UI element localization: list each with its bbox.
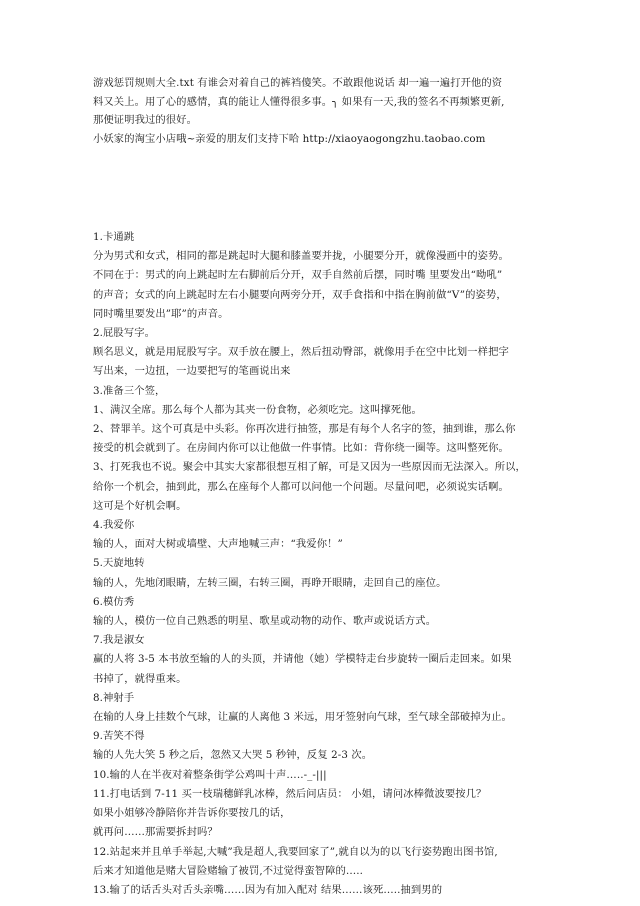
- text-line: 7.我是淑女: [93, 634, 145, 647]
- text-line: 如果小姐够冷静陪你并告诉你要按几的话，: [93, 807, 291, 820]
- text-line: 赢的人将 3-5 本书放至输的人的头顶，并请他（她）学模特走台步旋转一圈后走回来。如果: [93, 653, 512, 666]
- text-line: 8.神射手: [93, 691, 135, 704]
- text-line: 接受的机会就到了。在房间内你可以让他做一件事情。比如：背你绕一圈等。这叫整死你。: [93, 442, 509, 455]
- text-line: 2、替罪羊。这个可真是中头彩。你再次进行抽签，那是有每个人名字的签，抽到谁，那么你: [93, 423, 516, 436]
- text-line: 5.天旋地转: [93, 557, 145, 570]
- text-line: 4.我爱你: [93, 519, 135, 532]
- intro-line: 游戏惩罚规则大全.txt 有谁会对着自己的裤裆傻笑。不敢跟他说话 却一遍一遍打开他的资: [93, 77, 503, 89]
- intro-line: 那便证明我过的很好。: [93, 114, 197, 127]
- text-line: 1、满汉全席。那么每个人都为其夹一份食物，必须吃完。这叫撑死他。: [93, 403, 422, 416]
- text-line: 10.输的人在半夜对着整条街学公鸡叫十声…..-_-|||: [93, 768, 327, 781]
- text-line: 输的人，面对大树或墙壁、大声地喊三声：“我爱你！”: [93, 538, 343, 551]
- intro-line: 小妖家的淘宝小店哦~亲爱的朋友们支持下哈 http://xiaoyaogongzhu.taobao.com: [93, 132, 486, 145]
- rules-list: [93, 228, 551, 900]
- text-line: 3、打死我也不说。聚会中其实大家都很想互相了解，可是又因为一些原因而无法深入。所以，: [93, 461, 526, 474]
- text-line: 输的人，先地闭眼睛，左转三圈，右转三圈，再睁开眼睛，走回自己的座位。: [93, 576, 447, 589]
- text-line: 顾名思义，就是用屁股写字。双手放在腰上，然后扭动臀部，就像用手在空中比划一样把字: [93, 346, 509, 359]
- text-line: 不同在于：男式的向上跳起时左右脚前后分开，双手自然前后摆，同时嘴 里要发出“呦吼”: [93, 269, 503, 282]
- text-line: 同时嘴里要发出”耶”的声音。: [93, 307, 229, 320]
- text-line: 6.模仿秀: [93, 595, 135, 608]
- text-line: 11.打电话到 7-11 买一枝瑞穗鲜乳冰棒，然后问店员： 小姐，请问冰棒微波要按几？: [93, 787, 487, 800]
- text-line: 在输的人身上挂数个气球，让赢的人离他 3 米远，用牙签射向气球，至气球全部破掉为止。: [93, 711, 512, 724]
- text-line: 12.站起来并且单手举起,大喊”我是超人,我要回家了”,就自以为的以飞行姿势跑出图书馆,: [93, 845, 498, 858]
- text-line: 输的人先大笑 5 秒之后，忽然又大哭 5 秒钟，反复 2-3 次。: [93, 749, 373, 762]
- text-line: 这可是个好机会啊。: [93, 499, 187, 512]
- text-line: 后来才知道他是赌大冒险赌输了被罚,不过觉得蛮智障的…..: [93, 864, 364, 877]
- text-line: 写出来，一边扭，一边要把写的笔画说出来: [93, 365, 291, 378]
- text-line: 的声音；女式的向上跳起时左右小腿要向两旁分开，双手食指和中指在胸前做“V”的姿势，: [93, 288, 507, 301]
- text-line: 给你一个机会，抽到此，那么在座每个人都可以问他一个问题。尽量问吧，必须说实话啊。: [93, 480, 509, 493]
- text-line: 9.苦笑不得: [93, 730, 145, 743]
- intro-paragraph: [93, 74, 551, 148]
- text-line: 2.屁股写字。: [93, 327, 156, 340]
- intro-line: 料又关上。用了心的感情，真的能让人懂得很多事。╮ 如果有一天,我的签名不再频繁更新,: [93, 95, 505, 108]
- text-line: 分为男式和女式，相同的都是跳起时大腿和膝盖要并拢，小腿要分开，就像漫画中的姿势。: [93, 250, 509, 263]
- text-line: 1.卡通跳: [93, 231, 135, 243]
- text-line: 13.输了的话舌头对舌头亲嘴……因为有加入配对 结果……该死…..抽到男的: [93, 883, 443, 896]
- text-line: 就再问……那需要拆封吗？: [93, 826, 218, 839]
- text-line: 书掉了，就得重来。: [93, 672, 187, 685]
- text-line: 输的人，模仿一位自己熟悉的明星、歌星或动物的动作、歌声或说话方式。: [93, 615, 437, 628]
- text-line: 3.准备三个签，: [93, 384, 166, 397]
